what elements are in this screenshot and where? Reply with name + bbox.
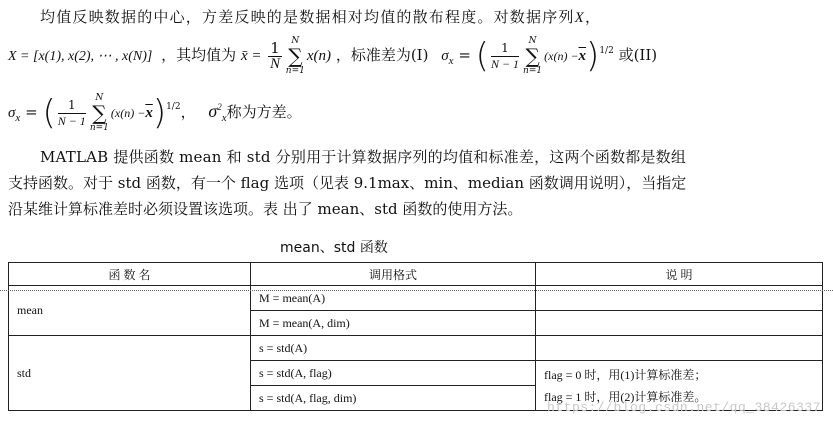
call-cell: M = mean(A, dim) [251, 311, 536, 336]
sigma-symbol: σ [441, 48, 449, 64]
frac-num: 1 [491, 41, 519, 57]
mean-lhs: x̄ = [240, 48, 262, 64]
exponent-two: 2 [217, 102, 222, 112]
sigma-sub: x [448, 55, 454, 67]
sigma-symbol: σ [208, 101, 218, 121]
header-call-format: 调用格式 [251, 263, 536, 286]
comma: ， [180, 103, 196, 121]
para2-line2 [8, 172, 686, 193]
std-note: flag = 1 时，用(2)计算标准差。 [544, 389, 707, 404]
table-caption: mean、std 函数 [280, 240, 388, 256]
call-cell: M = mean(A) [251, 286, 536, 311]
exponent-half: 1/2 [599, 46, 614, 56]
equals: = [25, 103, 38, 121]
std-fraction-2 [58, 98, 86, 129]
std-fraction-1 [491, 41, 519, 72]
sum-lower: n=1 [523, 66, 543, 76]
mean-name-cell: mean [9, 286, 251, 336]
table-row [9, 336, 823, 361]
frac-den: N [270, 55, 281, 72]
para2-line3 [8, 198, 522, 219]
mean-fraction [268, 38, 282, 72]
std-note: flag = 0 时，用(1)计算标准差； [544, 367, 707, 382]
exponent-half: 1/2 [166, 102, 181, 112]
call-cell: s = std(A, flag) [251, 361, 536, 386]
equals: = [458, 46, 471, 64]
frac-num: 1 [58, 98, 86, 114]
dotted-guide-line [0, 290, 833, 291]
para2-text-3: 沿某维计算标准差时必须设置该选项。表 出了 mean、std 函数的使用方法。 [8, 200, 523, 218]
frac-den: N − 1 [57, 113, 86, 128]
para1-line1 [40, 6, 601, 27]
para1-line3: $\sigma_x$ = ( $\frac{1}{N - 1}$ N ∑ n=1 $(x(n) -\overline{x})^{1/2}$， $\sigma^2_x$称为方差。 [8, 93, 302, 133]
sum-lower: n=1 [89, 123, 109, 133]
sum-term: x(n) [306, 48, 332, 64]
sum-upper: N [291, 36, 300, 46]
deviation-term: (x(n) − [110, 106, 146, 120]
xbar: $\overline{x}$ [145, 105, 153, 121]
header-function-name: 函 数 名 [9, 263, 251, 286]
sequence-formula: X = [x(1), x(2), ⋯ , x(N)] [8, 49, 153, 64]
empty-cell [536, 311, 823, 336]
empty-cell [536, 336, 823, 361]
para1-line2: X = [x(1), x(2), ⋯ , x(N)] ，其均值为 x̄ = $\frac{1}{N}$ N ∑ n=1 x(n) ，标准差为(I) $\sigma_x$ = ( $\frac{1}{N - 1}$ N ∑ n=1 $(x(n) -\overline{x})^{1/2}$ 或(II) [8, 36, 658, 76]
sum-operator: N ∑ n=1 [285, 36, 305, 76]
sigma-symbol: σ [8, 105, 16, 121]
table-header-row [9, 263, 823, 286]
std-name-cell: std [9, 336, 251, 411]
sum-lower: n=1 [285, 66, 305, 76]
sum-upper: N [528, 36, 537, 46]
watermark: https://blog.csdn.net/qq_38426337 [547, 400, 821, 415]
header-description: 说 明 [536, 263, 823, 286]
sigma-sub: x [15, 112, 21, 124]
deviation-term: (x(n) − [544, 49, 579, 63]
call-cell: s = std(A, flag, dim) [251, 386, 536, 411]
sigma-sub: x [221, 112, 227, 124]
sum-operator: N ∑ n=1 [523, 36, 543, 76]
frac-den: N − 1 [490, 56, 520, 71]
para2-text-2: 支持函数。对于 std 函数，有一个 flag 选项（见表 9.1max、min、median 函数调用说明），当指定 [8, 174, 687, 192]
var-x: X [574, 10, 585, 26]
std-label-1: ，标准差为(I) [335, 46, 429, 64]
or-label: 或(II) [618, 46, 658, 64]
para2-text-1: MATLAB 提供函数 mean 和 std 分别用于计算数据序列的均值和标准差，这两个函数都是数组 [40, 148, 687, 166]
sum-operator: N ∑ n=1 [89, 93, 109, 133]
para2-line1 [40, 146, 686, 167]
punct: ， [584, 8, 602, 26]
function-table [8, 262, 823, 411]
mean-label: ，其均值为 [161, 46, 237, 64]
para1-text: 均值反映数据的中心，方差反映的是数据相对均值的散布程度。对数据序列 [40, 8, 575, 26]
call-cell: s = std(A) [251, 336, 536, 361]
xbar: $\overline{x}$ [578, 48, 587, 64]
variance-label: 称为方差。 [226, 103, 302, 121]
sum-upper: N [95, 93, 104, 103]
frac-num: 1 [270, 38, 280, 57]
